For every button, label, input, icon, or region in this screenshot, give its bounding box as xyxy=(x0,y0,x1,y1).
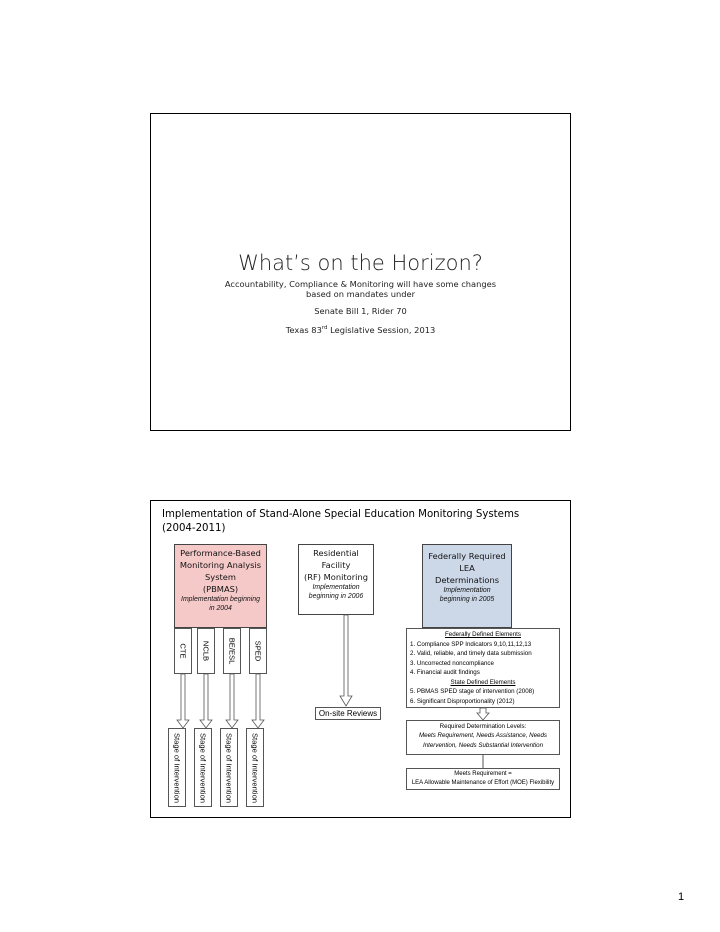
rf-impl-1: Implementation xyxy=(312,584,360,591)
column-label: BE/ESL xyxy=(227,637,237,665)
arrow-cte xyxy=(177,674,189,728)
arrow-fed-required xyxy=(477,708,489,720)
diagram-connectors xyxy=(151,501,570,817)
pbmas-name-4: (PBMAS) xyxy=(202,584,239,594)
stage-label: Stage of Intervention xyxy=(224,732,234,803)
arrow-sped xyxy=(252,674,264,728)
rf-impl-2: beginning in 2006 xyxy=(308,593,364,600)
pbmas-name-2: Monitoring Analysis xyxy=(179,560,262,570)
page-number: 1 xyxy=(678,891,685,903)
federal-elements-header: Federally Defined Elements xyxy=(444,631,521,638)
list-item: 2. Valid, reliable, and timely data submission xyxy=(410,650,532,657)
pbmas-name-1: Performance-Based xyxy=(180,548,261,558)
list-item: 5. PBMAS SPED stage of intervention (2008) xyxy=(410,688,535,695)
list-item: 3. Uncorrected noncompliance xyxy=(410,659,494,667)
subtitle-line-2: based on mandates under xyxy=(305,289,416,299)
arrow-be-esl xyxy=(226,674,238,728)
slide-title: What’s on the Horizon? xyxy=(238,251,483,275)
fed-impl-2: beginning in 2005 xyxy=(439,596,495,603)
subtitle-line-1: Accountability, Compliance & Monitoring will have some changes xyxy=(224,279,497,289)
required-line-2: Meets Requirement, Needs Assistance, Needs xyxy=(418,732,548,740)
slide-1 xyxy=(150,113,571,431)
required-line-3: Intervention, Needs Substantial Intervention xyxy=(422,741,544,749)
slide-title: Implementation of Stand-Alone Special Education Monitoring Systems (2004-2011) xyxy=(162,509,520,534)
slide-2 xyxy=(150,500,571,818)
stage-label: Stage of Intervention xyxy=(250,732,260,803)
stage-label: Stage of Intervention xyxy=(172,732,182,803)
state-elements-header: State Defined Elements xyxy=(450,678,516,686)
pbmas-impl-2: in 2004 xyxy=(209,605,232,612)
stage-label: Stage of Intervention xyxy=(198,732,208,803)
arrow-nclb xyxy=(200,674,212,728)
ordinal-suffix: rd xyxy=(321,325,328,331)
list-item: 1. Compliance SPP Indicators 9,10,11,12,13 xyxy=(410,640,532,648)
fed-name-3: Determinations xyxy=(434,575,500,585)
pbmas-name-3: System xyxy=(205,572,236,582)
session-text-rest: Legislative Session, 2013 xyxy=(327,324,436,335)
arrow-rf xyxy=(340,615,352,706)
rf-name-2: (RF) Monitoring xyxy=(303,572,369,582)
session-text: Texas 83 xyxy=(285,324,322,335)
fed-name-2: LEA xyxy=(459,563,475,573)
meets-line-1: Meets Requirement = xyxy=(454,771,512,777)
required-line-1: Required Determination Levels: xyxy=(439,723,527,730)
subtitle-line-4 xyxy=(171,323,550,335)
meets-line-2: LEA Allowable Maintenance of Effort (MOE) Flexibility xyxy=(411,780,555,786)
fed-name-1: Federally Required xyxy=(428,551,506,561)
onsite-reviews-box: On-site Reviews xyxy=(315,707,381,720)
list-item: 6. Significant Disproportionality (2012) xyxy=(410,697,515,705)
column-label: NCLB xyxy=(201,640,211,662)
list-item: 4. Financial audit findings xyxy=(410,669,480,676)
column-label: CTE xyxy=(178,643,188,659)
column-label: SPED xyxy=(253,640,263,662)
subtitle-line-3: Senate Bill 1, Rider 70 xyxy=(314,306,407,316)
fed-impl-1: Implementation xyxy=(443,587,491,594)
rf-name-1: Residential Facility xyxy=(313,548,359,570)
pbmas-impl-1: Implementation beginning xyxy=(181,596,260,603)
